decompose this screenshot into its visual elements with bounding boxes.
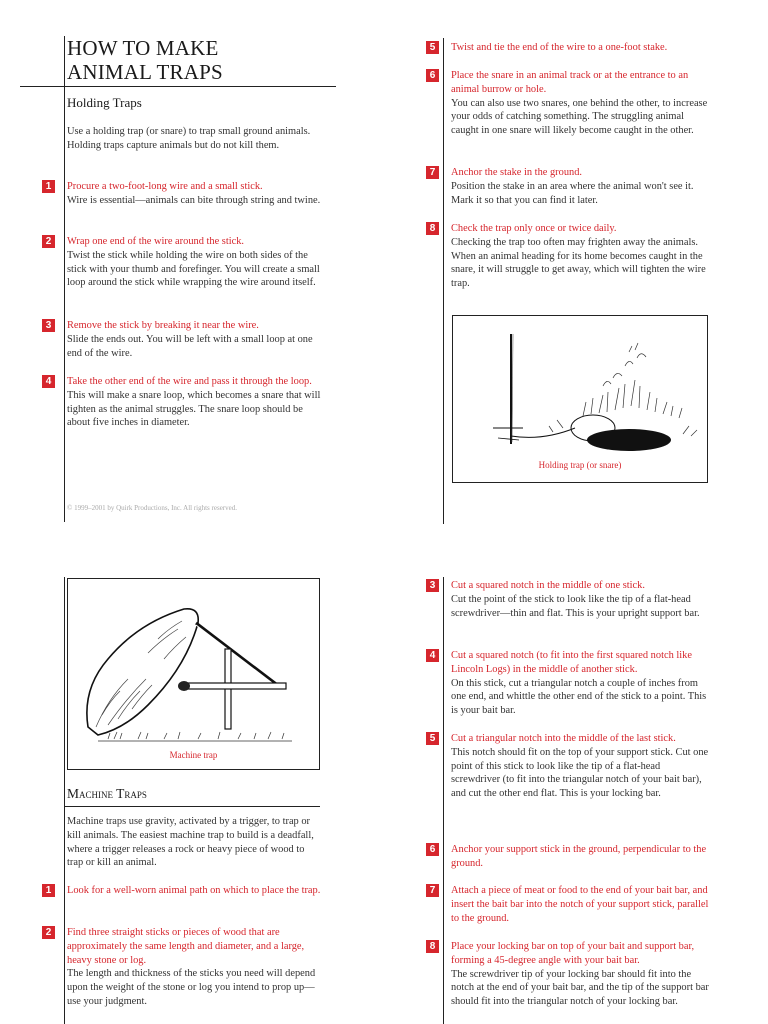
holding-step-6 xyxy=(451,69,709,138)
step-heading: Cut a triangular notch into the middle of the last stick. xyxy=(451,733,676,744)
page1-left-rule xyxy=(64,36,65,522)
section-heading-holding: Holding Traps xyxy=(67,95,142,110)
step-number-badge: 3 xyxy=(426,579,439,592)
step-body: The length and thickness of the sticks you need will depend upon the weight of the stone or log you intend to prop up—use your judgment. xyxy=(67,968,316,1007)
figure-caption: Machine trap xyxy=(169,750,218,760)
holding-step-7 xyxy=(451,166,709,207)
deadfall-illustration xyxy=(68,579,319,769)
step-body: Checking the trap too often may frighten away the animals. When an animal heading for its home becomes caught in the snare, it will struggle to get away, which will tighten the wire trap. xyxy=(451,236,706,290)
step-heading: Remove the stick by breaking it near the wire. xyxy=(67,320,259,331)
step-number-badge: 4 xyxy=(426,649,439,662)
step-heading: Place your locking bar on top of your bait and support bar, forming a 45-degree angle with your bait bar. xyxy=(451,941,695,966)
page2-center-rule xyxy=(443,577,444,1024)
holding-step-4 xyxy=(67,375,321,430)
step-heading: Place the snare in an animal track or at the entrance to an animal burrow or hole. xyxy=(451,70,689,95)
machine-step-1 xyxy=(67,884,321,898)
step-heading: Look for a well-worn animal path on which to place the trap. xyxy=(67,885,321,896)
machine-step-6 xyxy=(451,843,711,871)
machine-trap-figure xyxy=(67,578,320,770)
step-body: On this stick, cut a triangular notch a couple of inches from one end, and whittle the other end of the stick to a point. This is your bait bar. xyxy=(451,677,707,717)
step-number-badge: 5 xyxy=(426,732,439,745)
step-number-badge: 6 xyxy=(426,69,439,82)
step-body: Position the stake in an area where the animal won't see it. Mark it so that you can find it later. xyxy=(451,180,694,206)
step-heading: Cut a squared notch (to fit into the first squared notch like Lincoln Logs) in the middle of another stick. xyxy=(451,650,692,675)
section-heading-machine: Machine Traps xyxy=(67,786,147,801)
page1-center-rule xyxy=(443,38,444,524)
step-body: Cut the point of the stick to look like the tip of a flat-head screwdriver—thin and flat. This is your upright support bar. xyxy=(451,593,700,619)
step-body: Wire is essential—animals can bite through string and twine. xyxy=(67,194,321,206)
step-heading: Find three straight sticks or pieces of wood that are approximately the same length and diameter, and a large, heavy stone or log. xyxy=(67,927,305,966)
holding-step-8 xyxy=(451,222,709,291)
step-number-badge: 6 xyxy=(426,843,439,856)
step-heading: Check the trap only once or twice daily. xyxy=(451,223,617,234)
step-body: You can also use two snares, one behind the other, to increase your odds of catching something. The struggling animal caught in one snare will likely become caught in the other. xyxy=(451,97,708,137)
copyright-notice: © 1999–2001 by Quirk Productions, Inc. All rights reserved. xyxy=(67,504,237,512)
step-heading: Attach a piece of meat or food to the end of your bait bar, and insert the bait bar into the notch of your support stick, parallel to the ground. xyxy=(451,885,709,924)
holding-step-3 xyxy=(67,319,321,360)
step-number-badge: 3 xyxy=(42,319,55,332)
machine-step-5 xyxy=(451,732,711,801)
step-number-badge: 8 xyxy=(426,940,439,953)
step-number-badge: 7 xyxy=(426,166,439,179)
holding-intro: Use a holding trap (or snare) to trap small ground animals. Holding traps capture animals but do not kill them. xyxy=(67,126,311,151)
page2-left-rule xyxy=(64,577,65,1024)
machine-step-7 xyxy=(451,884,711,925)
machine-step-2 xyxy=(67,926,321,1009)
step-heading: Twist and tie the end of the wire to a one-foot stake. xyxy=(451,42,668,53)
page-title: HOW TO MAKE ANIMAL TRAPS xyxy=(67,36,223,84)
machine-step-8 xyxy=(451,940,711,1009)
step-body: Twist the stick while holding the wire on both sides of the stick with your thumb and forefinger. You will create a small loop around the stick while wrapping the wire around itself. xyxy=(67,249,320,289)
step-number-badge: 7 xyxy=(426,884,439,897)
title-underline xyxy=(20,86,336,87)
machine-intro: Machine traps use gravity, activated by a trigger, to trap or kill animals. The easiest machine trap to build is a deadfall, where a trigger releases a rock or heavy piece of wood to trap or kill an animal. xyxy=(67,816,314,869)
step-heading: Wrap one end of the wire around the stick. xyxy=(67,236,245,247)
step-number-badge: 4 xyxy=(42,375,55,388)
step-number-badge: 1 xyxy=(42,884,55,897)
section-underline xyxy=(64,806,320,807)
snare-illustration xyxy=(453,316,707,482)
step-body: This will make a snare loop, which becomes a snare that will tighten as the animal struggles. The snare loop should be about five inches in diameter. xyxy=(67,389,321,429)
step-heading: Procure a two-foot-long wire and a small stick. xyxy=(67,181,263,192)
step-number-badge: 5 xyxy=(426,41,439,54)
step-number-badge: 1 xyxy=(42,180,55,193)
step-body: Slide the ends out. You will be left with a small loop at one end of the wire. xyxy=(67,333,313,359)
step-heading: Cut a squared notch in the middle of one stick. xyxy=(451,580,645,591)
holding-step-5 xyxy=(451,41,709,55)
step-heading: Take the other end of the wire and pass it through the loop. xyxy=(67,376,312,387)
step-number-badge: 8 xyxy=(426,222,439,235)
figure-caption: Holding trap (or snare) xyxy=(538,460,622,470)
step-body: The screwdriver tip of your locking bar should fit into the notch at the end of your bait bar, and the tip of the support bar should fit into the triangular notch of your locking bar. xyxy=(451,968,709,1008)
step-heading: Anchor the stake in the ground. xyxy=(451,167,583,178)
step-number-badge: 2 xyxy=(42,926,55,939)
machine-step-3 xyxy=(451,579,711,620)
step-body: This notch should fit on the top of your support stick. Cut one point of this stick to look like the tip of a flat-head screwdriver (to fit into the triangular notch of your bait bar), and cut the other end flat. This is your locking bar. xyxy=(451,746,709,800)
machine-step-4 xyxy=(451,649,711,718)
step-number-badge: 2 xyxy=(42,235,55,248)
step-heading: Anchor your support stick in the ground, perpendicular to the ground. xyxy=(451,844,707,869)
holding-trap-figure xyxy=(452,315,708,483)
holding-step-1 xyxy=(67,180,321,208)
holding-step-2 xyxy=(67,235,321,290)
